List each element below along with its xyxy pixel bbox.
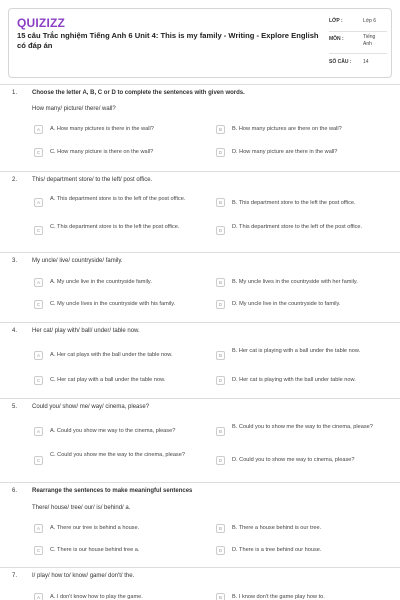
- option-text[interactable]: D. Her cat is playing with the ball under table now.: [232, 377, 356, 383]
- question-number: 7.: [12, 573, 18, 579]
- class-label: LỚP :: [329, 18, 343, 24]
- option-text[interactable]: A. There our tree is behind a house.: [50, 525, 140, 531]
- option-letter-a[interactable]: A: [34, 125, 43, 134]
- question-count-value: 14: [363, 59, 369, 65]
- option-text[interactable]: D. Could you to show me way to cinema, please?: [232, 457, 355, 463]
- option-letter-d[interactable]: D: [216, 546, 225, 555]
- option-letter-c[interactable]: C: [34, 376, 43, 385]
- option-letter-b[interactable]: B: [216, 524, 225, 533]
- option-text[interactable]: A. How many pictures is there in the wall?: [50, 126, 154, 132]
- option-letter-c[interactable]: C: [34, 226, 43, 235]
- option-letter-a[interactable]: A: [34, 427, 43, 436]
- question-number: 3.: [12, 258, 18, 264]
- quizizz-logo: QUIZIZZ: [17, 16, 66, 30]
- question-number: 6.: [12, 488, 18, 494]
- option-letter-a[interactable]: A: [34, 198, 43, 207]
- question-prompt: My uncle/ live/ countryside/ family.: [32, 258, 123, 264]
- section-divider: [0, 84, 400, 85]
- worksheet-header: [8, 8, 392, 78]
- section-divider: [0, 322, 400, 323]
- option-letter-d[interactable]: D: [216, 300, 225, 309]
- option-text[interactable]: A. My uncle live in the countryside family.: [50, 279, 152, 285]
- option-text[interactable]: C. There is our house behind tree a.: [50, 547, 140, 553]
- option-text[interactable]: C. My uncle lives in the countryside with his family.: [50, 301, 176, 307]
- section-instruction: Choose the letter A, B, C or D to complete the sentences with given words.: [32, 90, 245, 96]
- option-text[interactable]: B. I know don't the game play how to.: [232, 594, 325, 600]
- option-text[interactable]: B. Could you to show me the way to the cinema, please?: [232, 424, 373, 430]
- option-text[interactable]: A. I don't know how to play the game.: [50, 594, 143, 600]
- option-text[interactable]: C. This department store is to the left the post office.: [50, 224, 180, 230]
- worksheet-title: 15 câu Trắc nghiệm Tiếng Anh 6 Unit 4: This is my family - Writing - Explore English có đáp án: [17, 31, 319, 50]
- meta-divider: [329, 53, 387, 54]
- option-letter-b[interactable]: B: [216, 427, 225, 436]
- question-prompt: Her cat/ play with/ ball/ under/ table now.: [32, 328, 140, 334]
- option-text[interactable]: B. Her cat is playing with a ball under the table now.: [232, 348, 361, 354]
- section-divider: [0, 171, 400, 172]
- section-instruction: Rearrange the sentences to make meaningful sentences: [32, 488, 193, 494]
- option-letter-d[interactable]: D: [216, 226, 225, 235]
- section-divider: [0, 567, 400, 568]
- option-text[interactable]: A. Could you show me way to the cinema, please?: [50, 428, 176, 434]
- section-divider: [0, 398, 400, 399]
- question-prompt: This/ department store/ to the left/ post office.: [32, 177, 153, 183]
- option-text[interactable]: D. This department store to the left of the post office.: [232, 224, 363, 230]
- option-text[interactable]: B. There a house behind is our tree.: [232, 525, 322, 531]
- option-letter-a[interactable]: A: [34, 524, 43, 533]
- option-letter-b[interactable]: B: [216, 351, 225, 360]
- option-letter-c[interactable]: C: [34, 456, 43, 465]
- option-text[interactable]: C. Could you show me the way to the cinema, please?: [50, 452, 185, 458]
- subject-label: MÔN :: [329, 36, 344, 42]
- option-letter-d[interactable]: D: [216, 148, 225, 157]
- class-value: Lớp 6: [363, 18, 377, 24]
- option-text[interactable]: A. This department store is to the left of the post office.: [50, 196, 186, 202]
- question-number: 5.: [12, 404, 18, 410]
- question-prompt: There/ house/ tree/ our/ is/ behind/ a.: [32, 505, 131, 511]
- option-letter-b[interactable]: B: [216, 198, 225, 207]
- option-text[interactable]: C. Her cat play with a ball under the table now.: [50, 377, 166, 383]
- option-letter-a[interactable]: A: [34, 351, 43, 360]
- question-prompt: Could you/ show/ me/ way/ cinema, please?: [32, 404, 150, 410]
- option-text[interactable]: C. How many picture is there on the wall?: [50, 149, 154, 155]
- question-number: 1.: [12, 90, 18, 96]
- option-text[interactable]: B. This department store to the left the post office.: [232, 200, 356, 206]
- subject-value: Tiếng Anh: [363, 34, 376, 47]
- section-divider: [0, 482, 400, 483]
- meta-divider: [329, 31, 387, 32]
- question-number: 2.: [12, 177, 18, 183]
- option-letter-c[interactable]: C: [34, 148, 43, 157]
- option-text[interactable]: D. How many picture are there in the wall?: [232, 149, 338, 155]
- option-text[interactable]: B. How many pictures are there on the wall?: [232, 126, 342, 132]
- option-letter-d[interactable]: D: [216, 456, 225, 465]
- option-letter-b[interactable]: B: [216, 593, 225, 600]
- option-letter-a[interactable]: A: [34, 593, 43, 600]
- question-number: 4.: [12, 328, 18, 334]
- option-text[interactable]: D. There is a tree behind our house.: [232, 547, 322, 553]
- option-text[interactable]: D. My uncle live in the countryside to family.: [232, 301, 341, 307]
- section-divider: [0, 252, 400, 253]
- option-letter-b[interactable]: B: [216, 278, 225, 287]
- question-count-label: SỐ CÂU :: [329, 59, 352, 65]
- option-text[interactable]: B. My uncle lives in the countryside with her family.: [232, 279, 358, 285]
- option-letter-a[interactable]: A: [34, 278, 43, 287]
- option-letter-b[interactable]: B: [216, 125, 225, 134]
- option-letter-c[interactable]: C: [34, 300, 43, 309]
- option-text[interactable]: A. Her cat plays with the ball under the table now.: [50, 352, 173, 358]
- option-letter-c[interactable]: C: [34, 546, 43, 555]
- question-prompt: I/ play/ how to/ know/ game/ don't/ the.: [32, 573, 135, 579]
- question-prompt: How many/ picture/ there/ wall?: [32, 106, 116, 112]
- option-letter-d[interactable]: D: [216, 376, 225, 385]
